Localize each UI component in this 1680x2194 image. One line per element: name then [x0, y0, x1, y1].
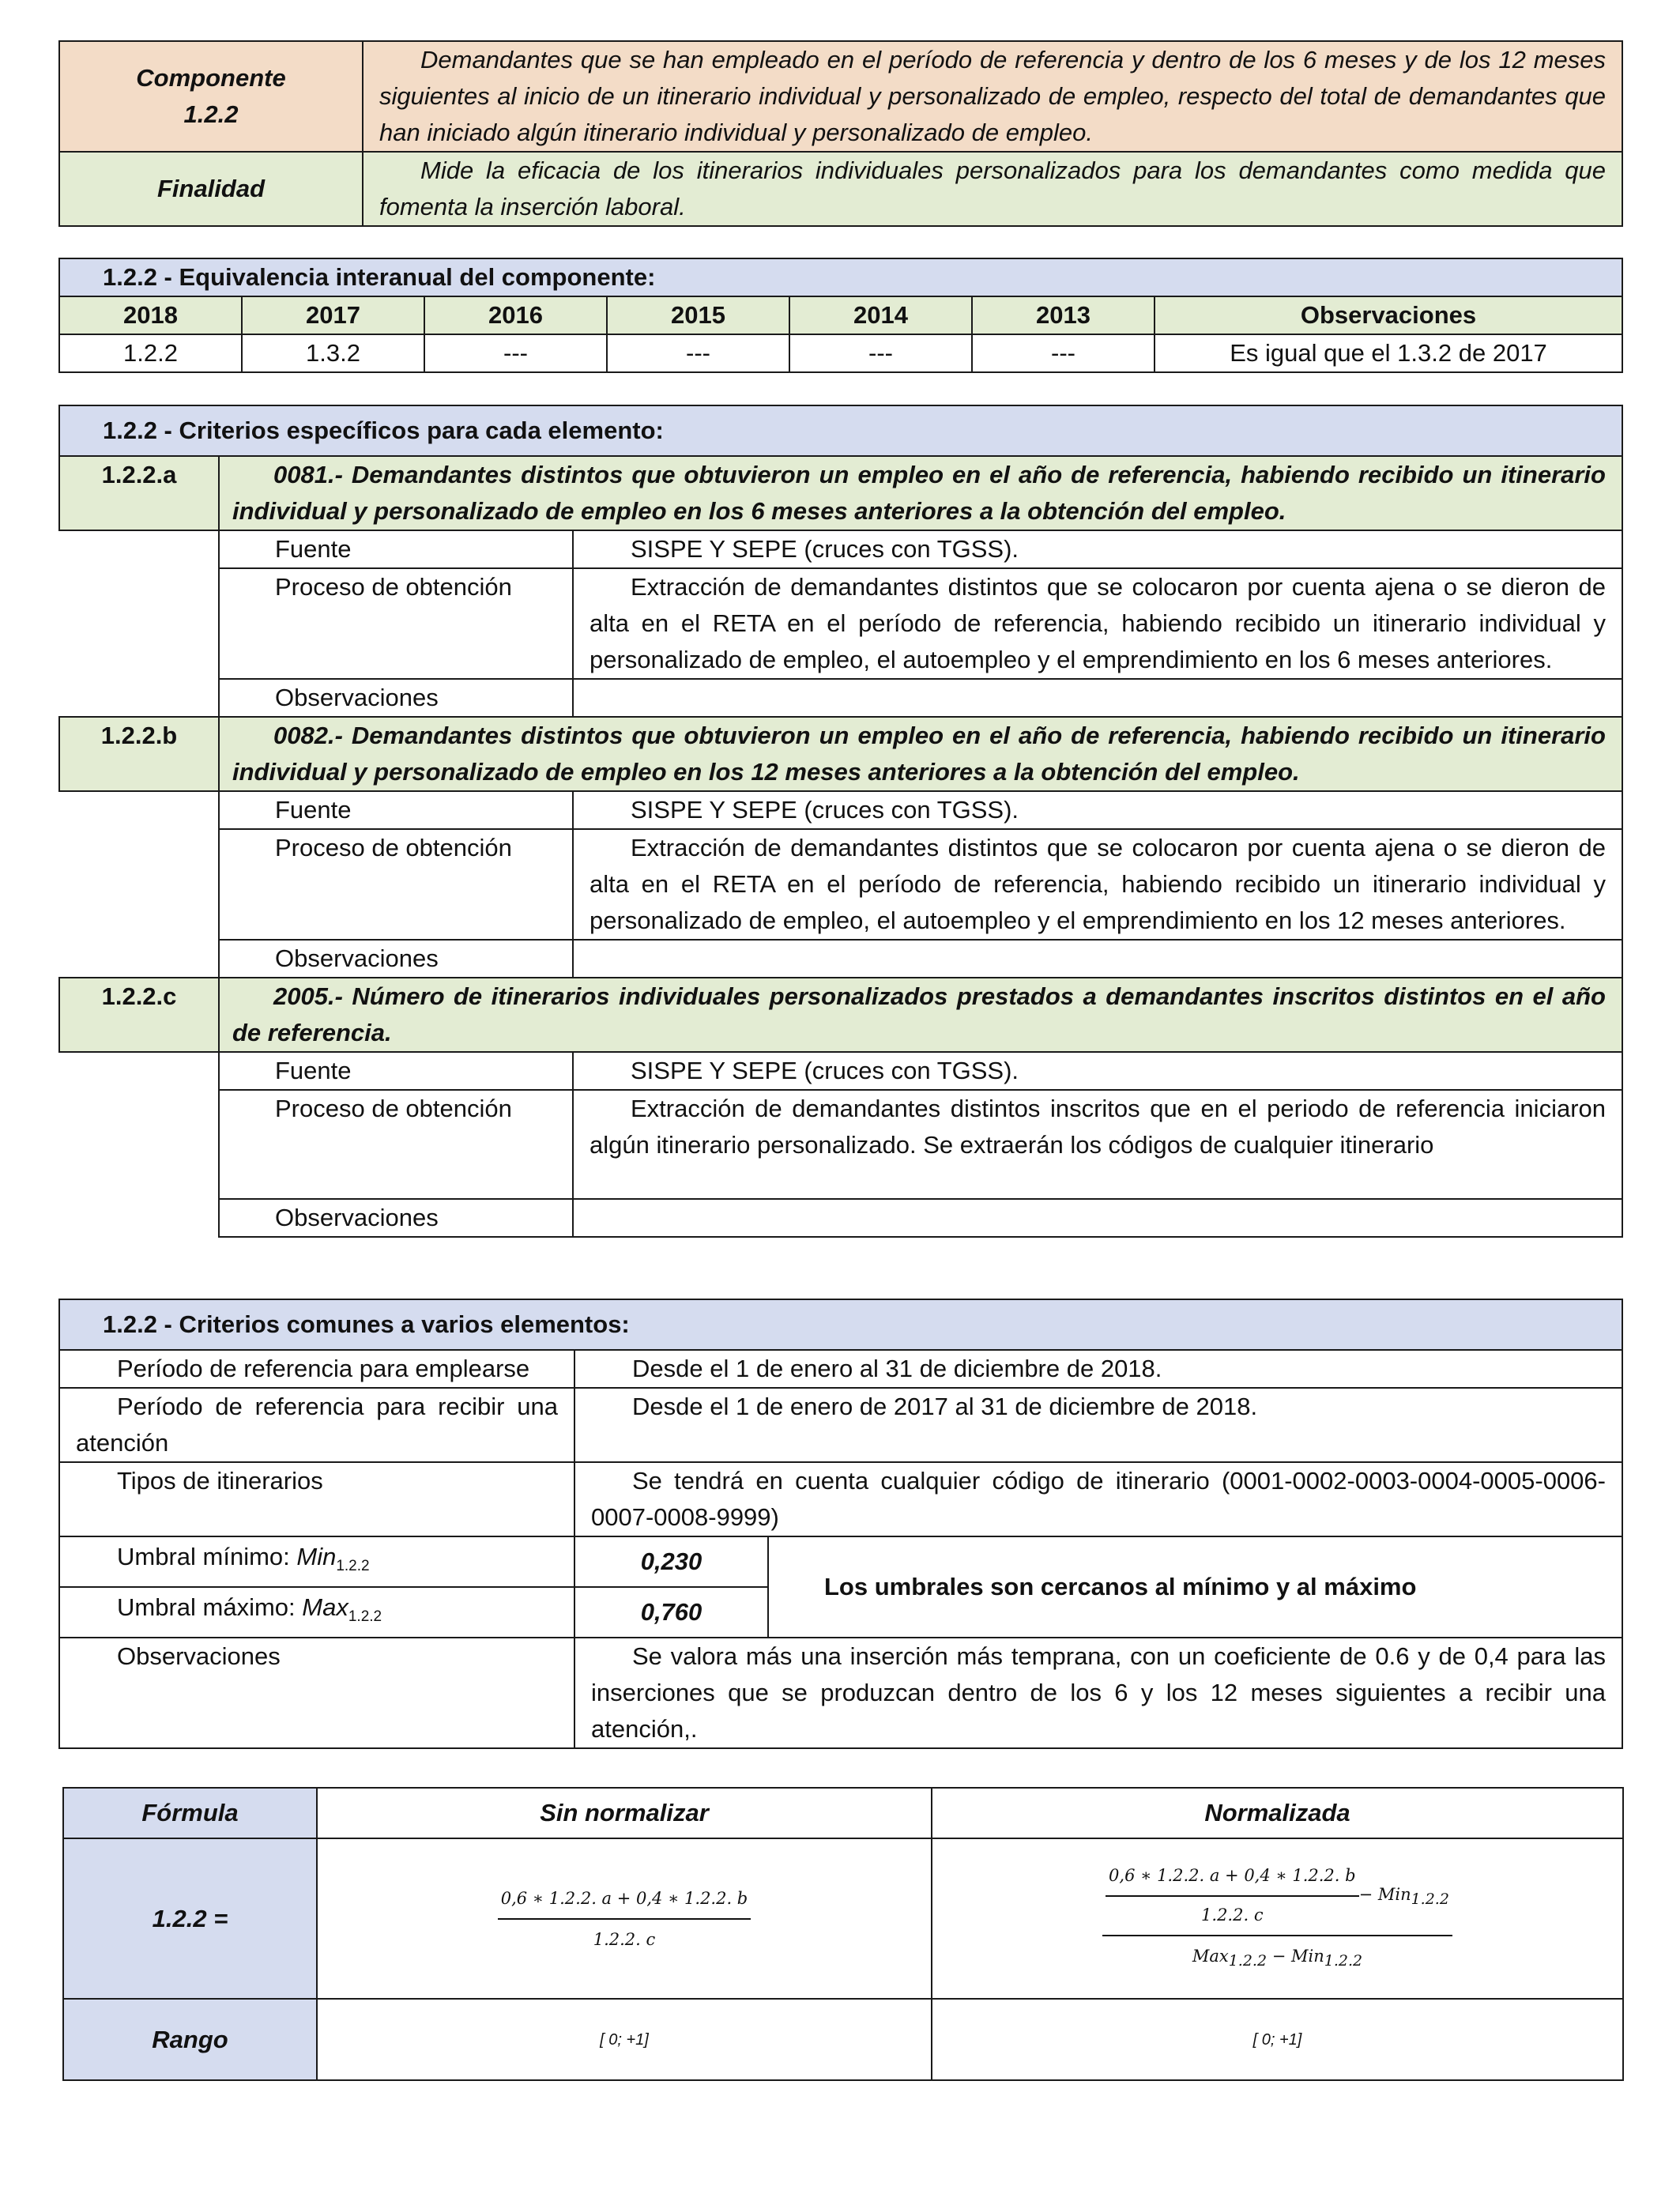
proceso-label: Proceso de obtención	[219, 829, 573, 940]
component-header-table	[58, 40, 1623, 227]
umbral-minimo-label: Umbral mínimo: Min$_{1.2.2}$	[59, 1536, 574, 1587]
component-code: 1.2.2	[183, 100, 239, 128]
observaciones-label: Observaciones	[219, 679, 573, 717]
formula-normalizada	[932, 1838, 1623, 1999]
element-code: 1.2.2.a	[59, 456, 219, 530]
umbral-minimo-value: 0,230	[574, 1536, 768, 1587]
component-label: Componente	[136, 64, 286, 92]
rango-label: Rango	[63, 1999, 317, 2080]
observaciones-value	[573, 940, 1622, 978]
fuente-value: SISPE Y SEPE (cruces con TGSS).	[573, 530, 1622, 568]
umbral-maximo-label: Umbral máximo: Max$_{1.2.2}$	[59, 1587, 574, 1638]
observaciones-comunes-value: Se valora más una inserción más temprana, con un coeficiente de 0.6 y de 0,4 para las inserciones que se produzcan dentro de los 6 y los 12 meses siguientes a recibir una atención,.	[574, 1638, 1622, 1748]
element-description: 0081.- Demandantes distintos que obtuvieron un empleo en el año de referencia, habiendo recibido un itinerario individual y personalizado de empleo en los 6 meses anteriores a la obtención del empleo.	[219, 456, 1622, 530]
equivalencia-col: 2015	[607, 296, 789, 334]
fuente-label: Fuente	[219, 530, 573, 568]
criterios-comunes-table	[58, 1299, 1623, 1749]
proceso-label: Proceso de obtención	[219, 1090, 573, 1199]
equivalencia-cell: ---	[789, 334, 972, 372]
rango-sin-normalizar: [ 0; +1]	[317, 1999, 932, 2080]
criterios-comunes-title: 1.2.2 - Criterios comunes a varios elementos:	[59, 1299, 1622, 1350]
equivalencia-cell: 1.3.2	[242, 334, 424, 372]
sin-normalizar-col-header: Sin normalizar	[317, 1788, 932, 1838]
inner-fraction	[1106, 1857, 1359, 1933]
criterios-especificos-table	[58, 405, 1623, 1238]
equivalencia-col: 2013	[972, 296, 1155, 334]
minus-min: − Min$_{1.2.2}$	[1358, 1884, 1449, 1909]
rango-normalizada: [ 0; +1]	[932, 1999, 1623, 2080]
equivalencia-header-row	[59, 296, 1622, 334]
observaciones-label: Observaciones	[219, 940, 573, 978]
tipos-itinerarios-value: Se tendrá en cuenta cualquier código de itinerario (0001-0002-0003-0004-0005-0006-0007-0008-9999)	[574, 1462, 1622, 1536]
tipos-itinerarios-label: Tipos de itinerarios	[59, 1462, 574, 1536]
fraction	[498, 1880, 751, 1958]
equivalencia-col: Observaciones	[1155, 296, 1622, 334]
fraction-numerator	[1102, 1857, 1452, 1936]
fuente-value: SISPE Y SEPE (cruces con TGSS).	[573, 791, 1622, 829]
fuente-value: SISPE Y SEPE (cruces con TGSS).	[573, 1052, 1622, 1090]
element-code: 1.2.2.c	[59, 978, 219, 1052]
normalizada-col-header: Normalizada	[932, 1788, 1623, 1838]
fuente-label: Fuente	[219, 791, 573, 829]
fraction-denominator: Max$_{1.2.2}$ − Min$_{1.2.2}$	[1192, 1947, 1363, 1970]
observaciones-value	[573, 679, 1622, 717]
equivalencia-table	[58, 258, 1623, 373]
inner-denominator: 1.2.2. c	[1201, 1906, 1264, 1925]
fraction-denominator: 1.2.2. c	[593, 1929, 656, 1949]
equivalencia-col: 2017	[242, 296, 424, 334]
criterios-especificos-title: 1.2.2 - Criterios específicos para cada elemento:	[59, 405, 1622, 456]
equivalencia-cell: ---	[972, 334, 1155, 372]
observaciones-label: Observaciones	[219, 1199, 573, 1237]
equivalencia-cell: Es igual que el 1.3.2 de 2017	[1155, 334, 1622, 372]
element-description: 2005.- Número de itinerarios individuales personalizados prestados a demandantes inscritos distintos en el año de referencia.	[219, 978, 1622, 1052]
equivalencia-cell: 1.2.2	[59, 334, 242, 372]
formula-col-header: Fórmula	[63, 1788, 317, 1838]
proceso-value: Extracción de demandantes distintos que se colocaron por cuenta ajena o se dieron de alta en el RETA en el período de referencia, habiendo recibido un itinerario individual y personalizado de empleo, el autoempleo y el emprendimiento en los 12 meses anteriores.	[573, 829, 1622, 940]
fraction	[1102, 1857, 1452, 1979]
periodo-atencion-label: Período de referencia para recibir una atención	[59, 1388, 574, 1462]
proceso-value: Extracción de demandantes distintos inscritos que en el periodo de referencia iniciaron algún itinerario personalizado. Se extraerán los códigos de cualquier itinerario	[573, 1090, 1622, 1199]
finalidad-label: Finalidad	[59, 152, 363, 226]
equivalencia-col: 2018	[59, 296, 242, 334]
periodo-emplearse-label: Período de referencia para emplearse	[59, 1350, 574, 1388]
finalidad-description: Mide la eficacia de los itinerarios individuales personalizados para los demandantes como medida que fomenta la inserción laboral.	[363, 152, 1622, 226]
element-description: 0082.- Demandantes distintos que obtuvieron un empleo en el año de referencia, habiendo recibido un itinerario individual y personalizado de empleo en los 12 meses anteriores a la obtención del empleo.	[219, 717, 1622, 791]
periodo-atencion-value: Desde el 1 de enero de 2017 al 31 de diciembre de 2018.	[574, 1388, 1622, 1462]
periodo-emplearse-value: Desde el 1 de enero al 31 de diciembre de 2018.	[574, 1350, 1622, 1388]
umbral-note: Los umbrales son cercanos al mínimo y al máximo	[768, 1536, 1622, 1638]
observaciones-value	[573, 1199, 1622, 1237]
formula-row-label: 1.2.2 =	[63, 1838, 317, 1999]
equivalencia-col: 2014	[789, 296, 972, 334]
equivalencia-col: 2016	[424, 296, 607, 334]
equivalencia-cell: ---	[424, 334, 607, 372]
inner-numerator: 0,6 ∗ 1.2.2. a + 0,4 ∗ 1.2.2. b	[1106, 1857, 1359, 1897]
proceso-label: Proceso de obtención	[219, 568, 573, 679]
fraction-numerator: 0,6 ∗ 1.2.2. a + 0,4 ∗ 1.2.2. b	[498, 1880, 751, 1920]
proceso-value: Extracción de demandantes distintos que se colocaron por cuenta ajena o se dieron de alta en el RETA en el período de referencia, habiendo recibido un itinerario individual y personalizado de empleo, el autoempleo y el emprendimiento en los 6 meses anteriores.	[573, 568, 1622, 679]
umbral-maximo-value: 0,760	[574, 1587, 768, 1638]
element-code: 1.2.2.b	[59, 717, 219, 791]
equivalencia-data-row	[59, 334, 1622, 372]
component-description: Demandantes que se han empleado en el período de referencia y dentro de los 6 meses y de los 12 meses siguientes al inicio de un itinerario individual y personalizado de empleo, respecto del total de demandantes que han iniciado algún itinerario individual y personalizado de empleo.	[363, 41, 1622, 152]
equivalencia-cell: ---	[607, 334, 789, 372]
formula-sin-normalizar	[317, 1838, 932, 1999]
fuente-label: Fuente	[219, 1052, 573, 1090]
formula-table	[62, 1787, 1624, 2081]
equivalencia-title: 1.2.2 - Equivalencia interanual del componente:	[59, 258, 1622, 296]
component-label-cell	[59, 41, 363, 152]
observaciones-comunes-label: Observaciones	[59, 1638, 574, 1748]
